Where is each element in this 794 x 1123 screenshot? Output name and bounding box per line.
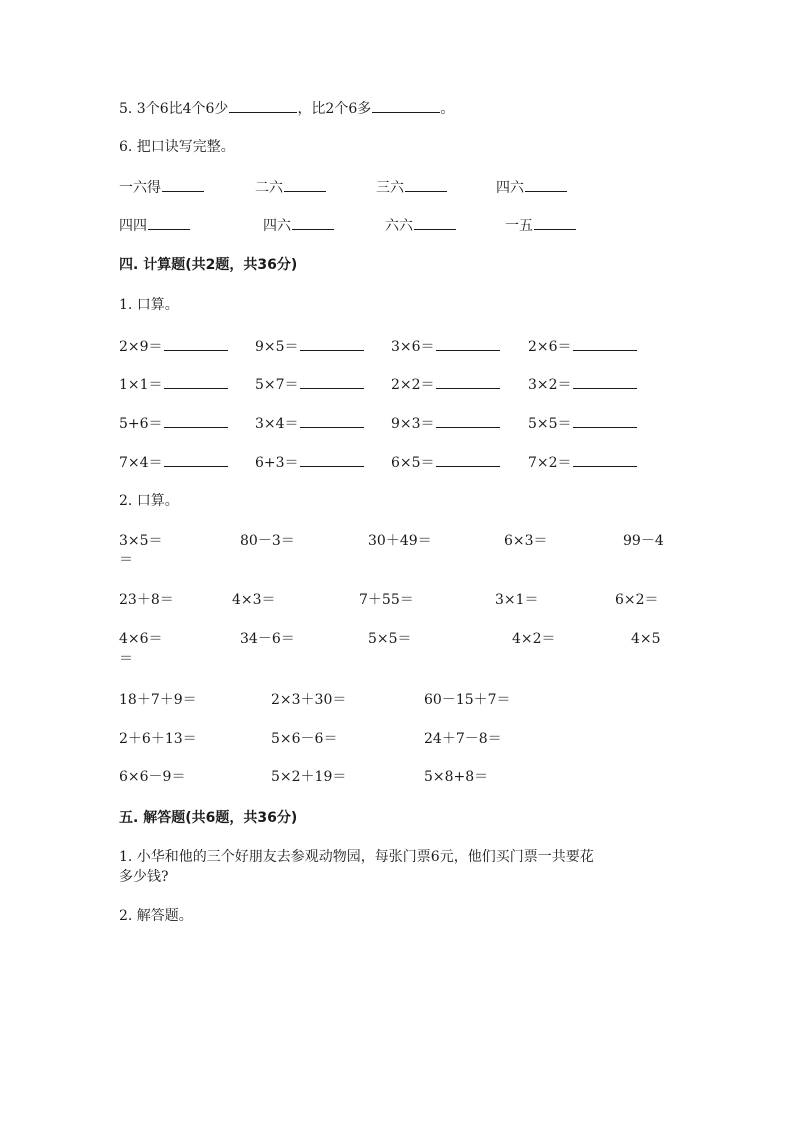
calc-item: 18＋7＋9＝ (119, 692, 197, 708)
calc-item: 5×7＝ (255, 374, 364, 394)
calc-item: 2×6＝ (528, 336, 637, 356)
calc-item: 2＋6＋13＝ (119, 731, 197, 747)
answer-blank[interactable] (148, 215, 190, 230)
answer-blank[interactable] (300, 452, 364, 467)
calc-item-wrap: ＝ (119, 651, 133, 667)
answer-blank[interactable] (573, 452, 637, 467)
answer-blank[interactable] (300, 374, 364, 389)
section-4-q2-title: 2. 口算。 (119, 493, 179, 509)
calc-item: 2×2＝ (391, 374, 500, 394)
answer-blank[interactable] (164, 374, 228, 389)
calc-item: 2×9＝ (119, 336, 228, 356)
calc-item: 1×1＝ (119, 374, 228, 394)
answer-blank[interactable] (164, 413, 228, 428)
calc-item: 24＋7－8＝ (424, 731, 502, 747)
calc-item: 6×5＝ (391, 452, 500, 472)
calc-item: 80－3＝ (240, 533, 295, 549)
calc-item: 99－4 (623, 533, 664, 549)
answer-blank[interactable] (573, 413, 637, 428)
calc-item: 3×1＝ (495, 592, 539, 608)
answer-blank[interactable] (229, 98, 297, 113)
calc-item: 3×2＝ (528, 374, 637, 394)
answer-blank[interactable] (436, 452, 500, 467)
answer-blank[interactable] (300, 336, 364, 351)
calc-item: 5+6＝ (119, 413, 228, 433)
calc-item: 3×5＝ (119, 533, 163, 549)
calc-item: 9×5＝ (255, 336, 364, 356)
answer-blank[interactable] (372, 98, 440, 113)
calc-item: 2×3＋30＝ (271, 692, 347, 708)
calc-item: 4×6＝ (119, 631, 163, 647)
calc-item: 7×4＝ (119, 452, 228, 472)
calc-item: 3×6＝ (391, 336, 500, 356)
calc-item: 4×3＝ (232, 592, 276, 608)
answer-blank[interactable] (164, 452, 228, 467)
section-5-title: 五. 解答题(共6题，共36分) (119, 810, 298, 826)
answer-blank[interactable] (525, 177, 567, 192)
mnemonic-item: 一五 (505, 215, 576, 235)
answer-blank[interactable] (573, 336, 637, 351)
question-5-part2: ，比2个6多 (297, 101, 372, 117)
answer-blank[interactable] (164, 336, 228, 351)
section-5-q1-line2: 多少钱? (119, 869, 169, 885)
answer-blank[interactable] (436, 413, 500, 428)
answer-blank[interactable] (573, 374, 637, 389)
calc-item: 5×6－6＝ (271, 731, 338, 747)
calc-item: 6×6－9＝ (119, 769, 186, 785)
mnemonic-item: 三六 (376, 177, 447, 197)
calc-item: 60－15＋7＝ (424, 692, 511, 708)
answer-blank[interactable] (162, 177, 204, 192)
answer-blank[interactable] (300, 413, 364, 428)
calc-item: 4×2＝ (512, 631, 556, 647)
calc-item-wrap: ＝ (119, 552, 133, 568)
calc-item: 7＋55＝ (359, 592, 414, 608)
answer-blank[interactable] (436, 336, 500, 351)
question-5-end: 。 (440, 101, 455, 117)
calc-item: 5×5＝ (528, 413, 637, 433)
answer-blank[interactable] (284, 177, 326, 192)
answer-blank[interactable] (405, 177, 447, 192)
mnemonic-item: 二六 (255, 177, 326, 197)
question-5 (119, 98, 454, 118)
mnemonic-item: 四四 (119, 215, 190, 235)
mnemonic-item: 四六 (263, 215, 334, 235)
calc-item: 5×8+8＝ (424, 769, 489, 785)
answer-blank[interactable] (534, 215, 576, 230)
calc-item: 5×2＋19＝ (271, 769, 347, 785)
calc-item: 23＋8＝ (119, 592, 174, 608)
calc-item: 4×5 (631, 631, 661, 647)
section-5-q2: 2. 解答题。 (119, 908, 193, 924)
answer-blank[interactable] (292, 215, 334, 230)
section-4-q1-title: 1. 口算。 (119, 297, 179, 313)
calc-item: 5×5＝ (368, 631, 412, 647)
question-6-title: 6. 把口诀写完整。 (119, 139, 235, 155)
question-5-part1: 5. 3个6比4个6少 (119, 101, 229, 117)
calc-item: 30＋49＝ (368, 533, 432, 549)
section-5-q1-line1: 1. 小华和他的三个好朋友去参观动物园，每张门票6元，他们买门票一共要花 (119, 849, 594, 865)
calc-item: 7×2＝ (528, 452, 637, 472)
calc-item: 6×2＝ (615, 592, 659, 608)
mnemonic-item: 六六 (385, 215, 456, 235)
calc-item: 34－6＝ (240, 631, 295, 647)
mnemonic-item: 一六得 (119, 177, 204, 197)
calc-item: 9×3＝ (391, 413, 500, 433)
calc-item: 6×3＝ (504, 533, 548, 549)
answer-blank[interactable] (436, 374, 500, 389)
section-4-title: 四. 计算题(共2题，共36分) (119, 257, 298, 273)
calc-item: 6+3＝ (255, 452, 364, 472)
mnemonic-item: 四六 (496, 177, 567, 197)
answer-blank[interactable] (414, 215, 456, 230)
calc-item: 3×4＝ (255, 413, 364, 433)
